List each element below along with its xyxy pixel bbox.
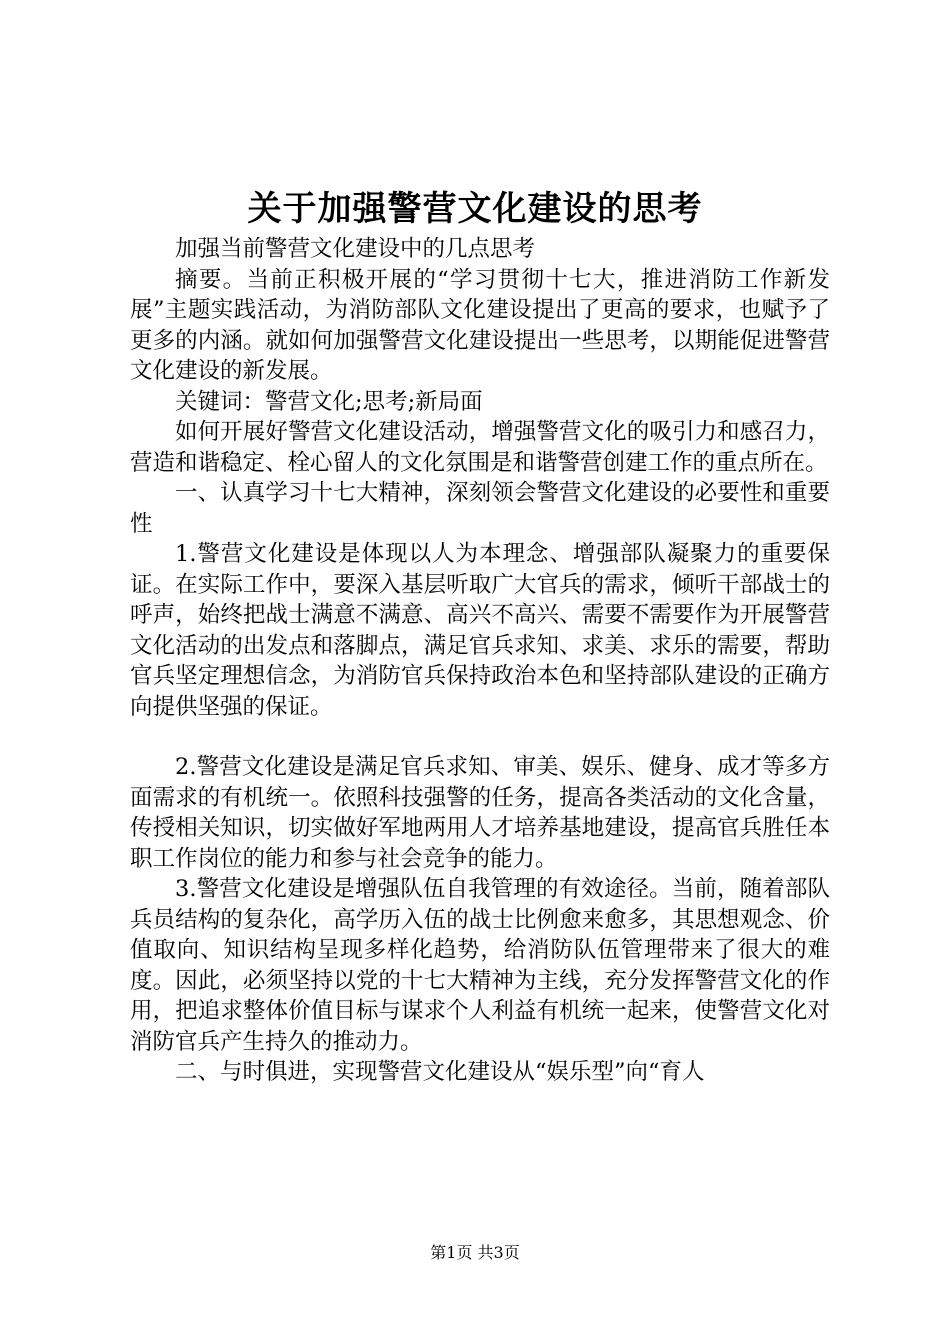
document-title: 关于加强警营文化建设的思考: [247, 189, 703, 229]
paragraph-abstract: 摘要。当前正积极开展的“学习贯彻十七大，推进消防工作新发展”主题实践活动，为消防部队文化建设提出了更高的要求，也赋予了更多的内涵。就如何加强警营文化建设提出一些思考，以期能促进警营文化建设的新发展。: [130, 266, 830, 384]
document-body: [130, 234, 830, 1088]
paragraph-point-3: 3.警营文化建设是增强队伍自我管理的有效途径。当前，随着部队兵员结构的复杂化，高学历入伍的战士比例愈来愈多，其思想观念、价值取向、知识结构呈现多样化趋势，给消防队伍管理带来了很大的难度。因此，必须坚持以党的十七大精神为主线，充分发挥警营文化的作用，把追求整体价值目标与谋求个人利益有机统一起来，使警营文化对消防官兵产生持久的推动力。: [130, 876, 830, 1055]
paragraph-point-1: 1.警营文化建设是体现以人为本理念、增强部队凝聚力的重要保证。在实际工作中，要深入基层听取广大官兵的需求，倾听干部战士的呼声，始终把战士满意不满意、高兴不高兴、需要不需要作为开展警营文化活动的出发点和落脚点，满足官兵求知、求美、求乐的需要，帮助官兵坚定理想信念，为消防官兵保持政治本色和坚持部队建设的正确方向提供坚强的保证。: [130, 541, 830, 720]
section-heading-1: 一、认真学习十七大精神，深刻领会警营文化建设的必要性和重要性: [130, 480, 830, 537]
paragraph-point-2: 2.警营文化建设是满足官兵求知、审美、娱乐、健身、成才等多方面需求的有机统一。依照科技强警的任务，提高各类活动的文化含量，传授相关知识，切实做好军地两用人才培养基地建设，提高官兵胜任本职工作岗位的能力和参与社会竞争的能力。: [130, 754, 830, 872]
paragraph-subtitle: 加强当前警营文化建设中的几点思考: [175, 236, 536, 262]
paragraph-intro: 如何开展好警营文化建设活动，增强警营文化的吸引力和感召力，营造和谐稳定、栓心留人的文化氛围是和谐警营创建工作的重点所在。: [130, 419, 830, 476]
paragraph-keywords: 关键词：警营文化;思考;新局面: [175, 388, 483, 415]
page-number-footer: 第1页 共3页: [430, 1243, 520, 1262]
section-heading-2: 二、与时俱进，实现警营文化建设从“娱乐型”向“育人: [175, 1059, 705, 1085]
